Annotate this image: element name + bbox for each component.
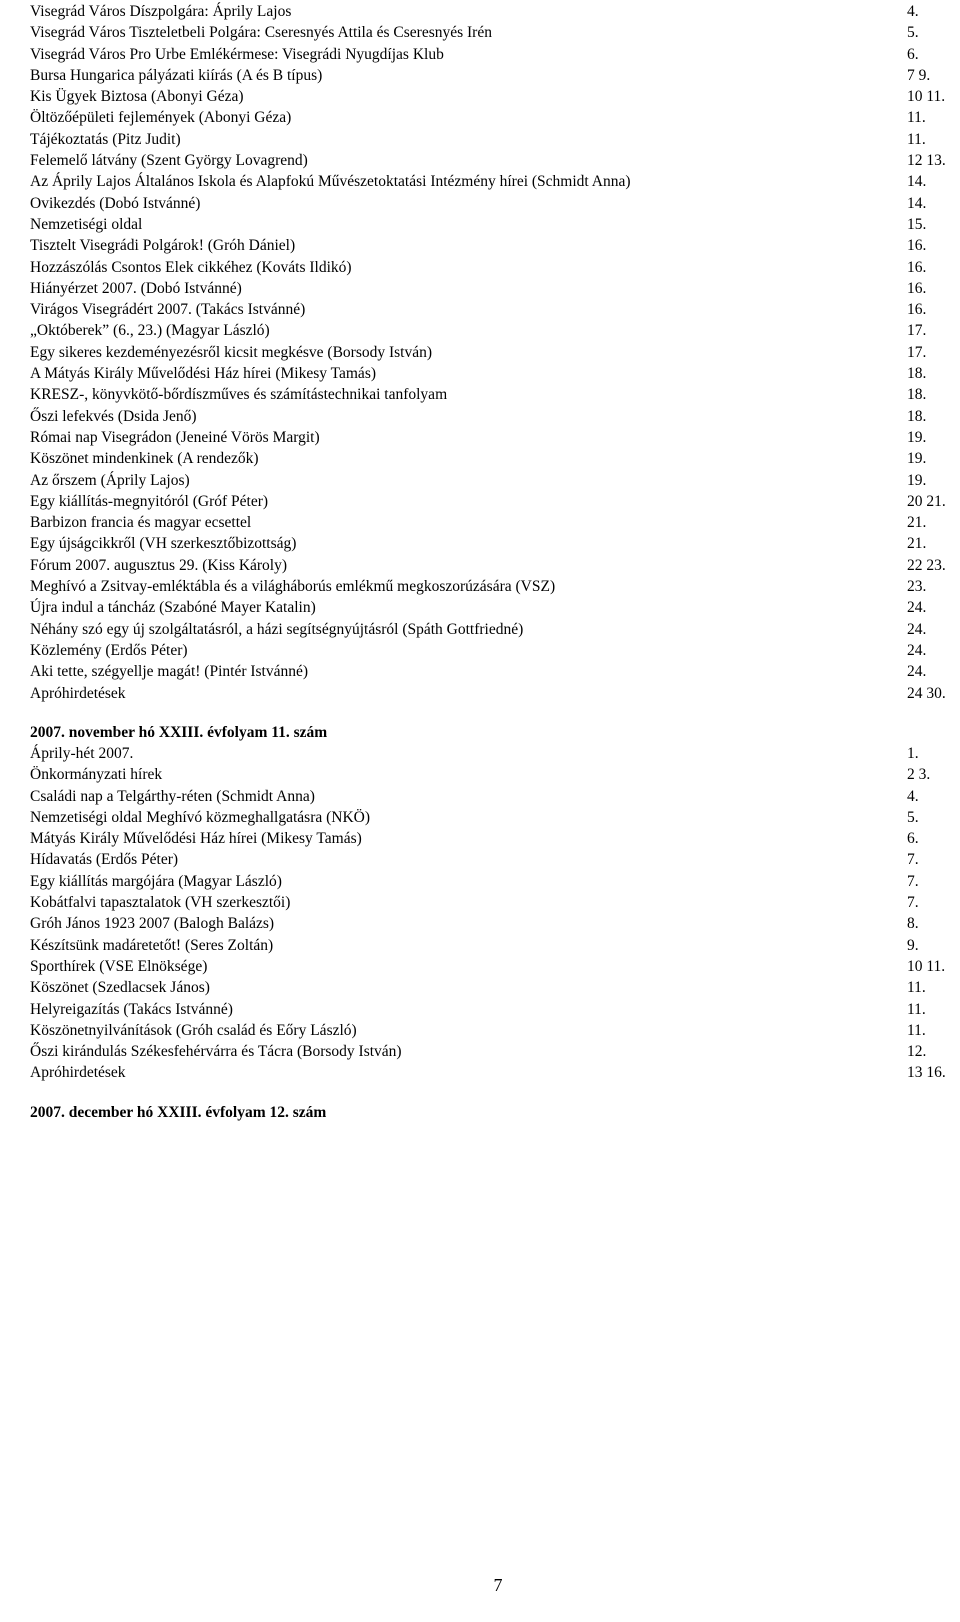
toc-entry [30,764,960,785]
toc-entry-title: Köszönet (Szedlacsek János) [30,979,210,997]
toc-entry-pages: 10 11. [907,88,946,106]
toc-entry-pages: 11. [907,109,926,127]
toc-entry [30,512,960,533]
toc-entry-title: Őszi lefekvés (Dsida Jenő) [30,407,197,425]
toc-entry-pages: 20 21. [907,492,946,510]
toc-entry-pages: 24. [907,599,927,617]
toc-entry [30,1020,960,1041]
toc-entry-title: Mátyás Király Művelődési Ház hírei (Mikesy Tamás) [30,830,362,848]
toc-entry [30,683,960,704]
toc-entry-title: Visegrád Város Pro Urbe Emlékérmese: Visegrádi Nyugdíjas Klub [30,45,444,63]
toc-entry-pages: 4. [907,3,919,20]
toc-entry-title: Készítsünk madáretetőt! (Seres Zoltán) [30,936,274,954]
toc-entry-title: Öltözőépületi fejlemények (Abonyi Géza) [30,109,292,127]
toc-entry-title: Hídavatás (Erdős Péter) [30,851,179,869]
toc-entry-pages: 24. [907,620,927,638]
toc-entry-pages: 2 3. [907,766,931,784]
toc-entry [30,828,960,849]
page-number: 7 [493,1575,503,1595]
toc-entry-title: Tájékoztatás (Pitz Judit) [30,130,181,148]
toc-entry [30,913,960,934]
toc-entry-title: Az Áprily Lajos Általános Iskola és Alapfokú Művészetoktatási Intézmény hírei (Schmidt Anna) [30,173,631,191]
toc-entry [30,257,960,278]
toc-entry [30,278,960,299]
toc-entry [30,491,960,512]
toc-entry-pages: 10 11. [907,957,946,975]
toc-entry-pages: 16. [907,237,927,255]
toc-entry-title: KRESZ-, könyvkötő-bőrdíszműves és számítástechnikai tanfolyam [30,386,448,404]
toc-entry-title: Családi nap a Telgárthy-réten (Schmidt Anna) [30,787,315,805]
toc-entry [30,86,960,107]
toc-entry [30,235,960,256]
toc-entry-title: Visegrád Város Tiszteletbeli Polgára: Cseresnyés Attila és Cseresnyés Irén [30,24,492,42]
toc-entry [30,661,960,682]
toc-entry [30,999,960,1020]
toc-entry-title: Hiányérzet 2007. (Dobó Istvánné) [30,279,242,297]
toc-entry-pages: 6. [907,45,919,63]
toc-entry-pages: 24. [907,641,927,659]
toc-entry-title: Fórum 2007. augusztus 29. (Kiss Károly) [30,556,288,574]
toc-entry-pages: 5. [907,808,919,826]
toc-entry-title: Egy újságcikkről (VH szerkesztőbizottság) [30,535,297,553]
toc-entry-title: „Októberek” (6., 23.) (Magyar László) [30,322,270,340]
toc-entry [30,576,960,597]
toc-entry-title: Gróh János 1923 2007 (Balogh Balázs) [30,915,275,933]
toc-entry [30,956,960,977]
toc-entry [30,406,960,427]
toc-entry [30,448,960,469]
toc-entry-pages: 11. [907,1000,926,1018]
toc-entry-title: Felemelő látvány (Szent György Lovagrend) [30,152,308,170]
toc-entry [30,892,960,913]
toc-entry-pages: 13 16. [907,1064,946,1082]
toc-entry [30,171,960,192]
toc-entry-title: Nemzetiségi oldal [30,215,143,233]
toc-entry [30,342,960,363]
toc-entry-title: Meghívó a Zsitvay-emléktábla és a világháborús emlékmű megkoszorúzására (VSZ) [30,578,556,596]
toc-entry [30,1,960,22]
toc-entry [30,807,960,828]
toc-entry-title: Helyreigazítás (Takács Istvánné) [30,1000,233,1018]
toc-entry [30,363,960,384]
toc-entry [30,743,960,764]
toc-entry [30,977,960,998]
toc-entry-pages: 19. [907,471,927,489]
toc-entry-title: Néhány szó egy új szolgáltatásról, a házi segítségnyújtásról (Spáth Gottfriedné) [30,620,524,638]
toc-entry-title: Ovikezdés (Dobó Istvánné) [30,194,201,212]
toc-entry-title: Egy kiállítás margójára (Magyar László) [30,872,282,890]
toc-entry-pages: 17. [907,343,927,361]
toc-entry [30,849,960,870]
toc-entry [30,555,960,576]
toc-entry-title: Egy kiállítás-megnyitóról (Gróf Péter) [30,492,269,510]
toc-entry-title: Apróhirdetések [30,1064,126,1082]
toc-entry-pages: 18. [907,407,927,425]
toc-entry-title: Sporthírek (VSE Elnöksége) [30,957,208,975]
toc-entry-pages: 11. [907,979,926,997]
toc-entry-pages: 24. [907,663,927,681]
toc-entry [30,44,960,65]
toc-entry-pages: 7. [907,851,919,869]
toc-entry [30,786,960,807]
toc-entry [30,1062,960,1083]
toc-entry-title: Nemzetiségi oldal Meghívó közmeghallgatásra (NKÖ) [30,808,371,826]
toc-entry-pages: 8. [907,915,919,933]
toc-entry-pages: 14. [907,194,927,212]
toc-entry-title: Kis Ügyek Biztosa (Abonyi Géza) [30,88,244,106]
toc-entry [30,935,960,956]
toc-entry [30,1041,960,1062]
toc-entry-title: Visegrád Város Díszpolgára: Áprily Lajos [30,3,292,20]
toc-entry-pages: 15. [907,215,927,233]
toc-entry-title: Apróhirdetések [30,684,126,702]
toc-entry [30,619,960,640]
toc-entry-title: Római nap Visegrádon (Jeneiné Vörös Margit) [30,428,320,446]
toc-entry-pages: 12 13. [907,152,946,170]
toc-entry-pages: 21. [907,535,927,553]
toc-entry-pages: 6. [907,830,919,848]
toc-entry-pages: 19. [907,428,927,446]
toc-entry-title: Hozzászólás Csontos Elek cikkéhez (Kováts Ildikó) [30,258,352,276]
toc-entry-pages: 9. [907,936,919,954]
toc-entry-pages: 21. [907,514,927,532]
toc-entry-pages: 16. [907,279,927,297]
toc-entry [30,214,960,235]
toc-entry [30,193,960,214]
toc-entry-title: Áprily-hét 2007. [30,745,134,762]
toc-entry [30,150,960,171]
toc-entry-pages: 7. [907,872,919,890]
toc-entry [30,65,960,86]
toc-entry-title: Köszönetnyilvánítások (Gróh család és Eőry László) [30,1021,357,1039]
toc-entry-pages: 23. [907,578,927,596]
toc-entry [30,22,960,43]
toc-entry-title: Őszi kirándulás Székesfehérvárra és Tácra (Borsody István) [30,1043,402,1061]
toc-entry-pages: 11. [907,130,926,148]
toc-entry-pages: 18. [907,365,927,383]
toc-entry-pages: 7. [907,894,919,912]
issue-heading-november: 2007. november hó XXIII. évfolyam 11. szám [30,724,328,741]
toc-entry [30,640,960,661]
toc-entry-title: Bursa Hungarica pályázati kiírás (A és B típus) [30,66,323,84]
toc-entry [30,597,960,618]
toc-entry-pages: 11. [907,1021,926,1039]
toc-entry [30,470,960,491]
toc-entry [30,533,960,554]
toc-entry-pages: 16. [907,301,927,319]
toc-entry [30,320,960,341]
toc-entry-title: Egy sikeres kezdeményezésről kicsit megkésve (Borsody István) [30,343,433,361]
toc-list-november [30,743,960,1084]
toc-entry [30,299,960,320]
toc-entry-title: Tisztelt Visegrádi Polgárok! (Gróh Dániel) [30,237,296,255]
toc-entry-pages: 16. [907,258,927,276]
toc-entry-pages: 7 9. [907,66,931,84]
toc-entry-title: Virágos Visegrádért 2007. (Takács Istvánné) [30,301,306,319]
toc-entry-pages: 4. [907,787,919,805]
toc-entry-pages: 5. [907,24,919,42]
issue-heading-december: 2007. december hó XXIII. évfolyam 12. szám [30,1104,327,1121]
toc-entry-title: Köszönet mindenkinek (A rendezők) [30,450,259,468]
toc-entry-pages: 12. [907,1043,927,1061]
toc-entry-pages: 17. [907,322,927,340]
toc-entry-title: A Mátyás Király Művelődési Ház hírei (Mikesy Tamás) [30,365,377,383]
toc-entry-title: Önkormányzati hírek [30,766,163,784]
toc-entry-pages: 1. [907,745,919,762]
toc-entry-pages: 22 23. [907,556,946,574]
toc-entry-title: Újra indul a táncház (Szabóné Mayer Katalin) [30,599,316,617]
toc-entry-title: Aki tette, szégyellje magát! (Pintér Istvánné) [30,663,309,681]
toc-entry-pages: 18. [907,386,927,404]
toc-entry-title: Kobátfalvi tapasztalatok (VH szerkesztői) [30,894,291,912]
toc-entry-title: Barbizon francia és magyar ecsettel [30,514,252,532]
toc-entry-pages: 19. [907,450,927,468]
toc-entry-pages: 24 30. [907,684,946,702]
toc-entry-title: Közlemény (Erdős Péter) [30,641,188,659]
toc-entry [30,384,960,405]
toc-entry [30,427,960,448]
toc-entry [30,129,960,150]
toc-entry [30,871,960,892]
toc-entry-pages: 14. [907,173,927,191]
toc-entry [30,107,960,128]
toc-entry-title: Az őrszem (Áprily Lajos) [30,471,190,489]
toc-list-continued [30,1,960,704]
